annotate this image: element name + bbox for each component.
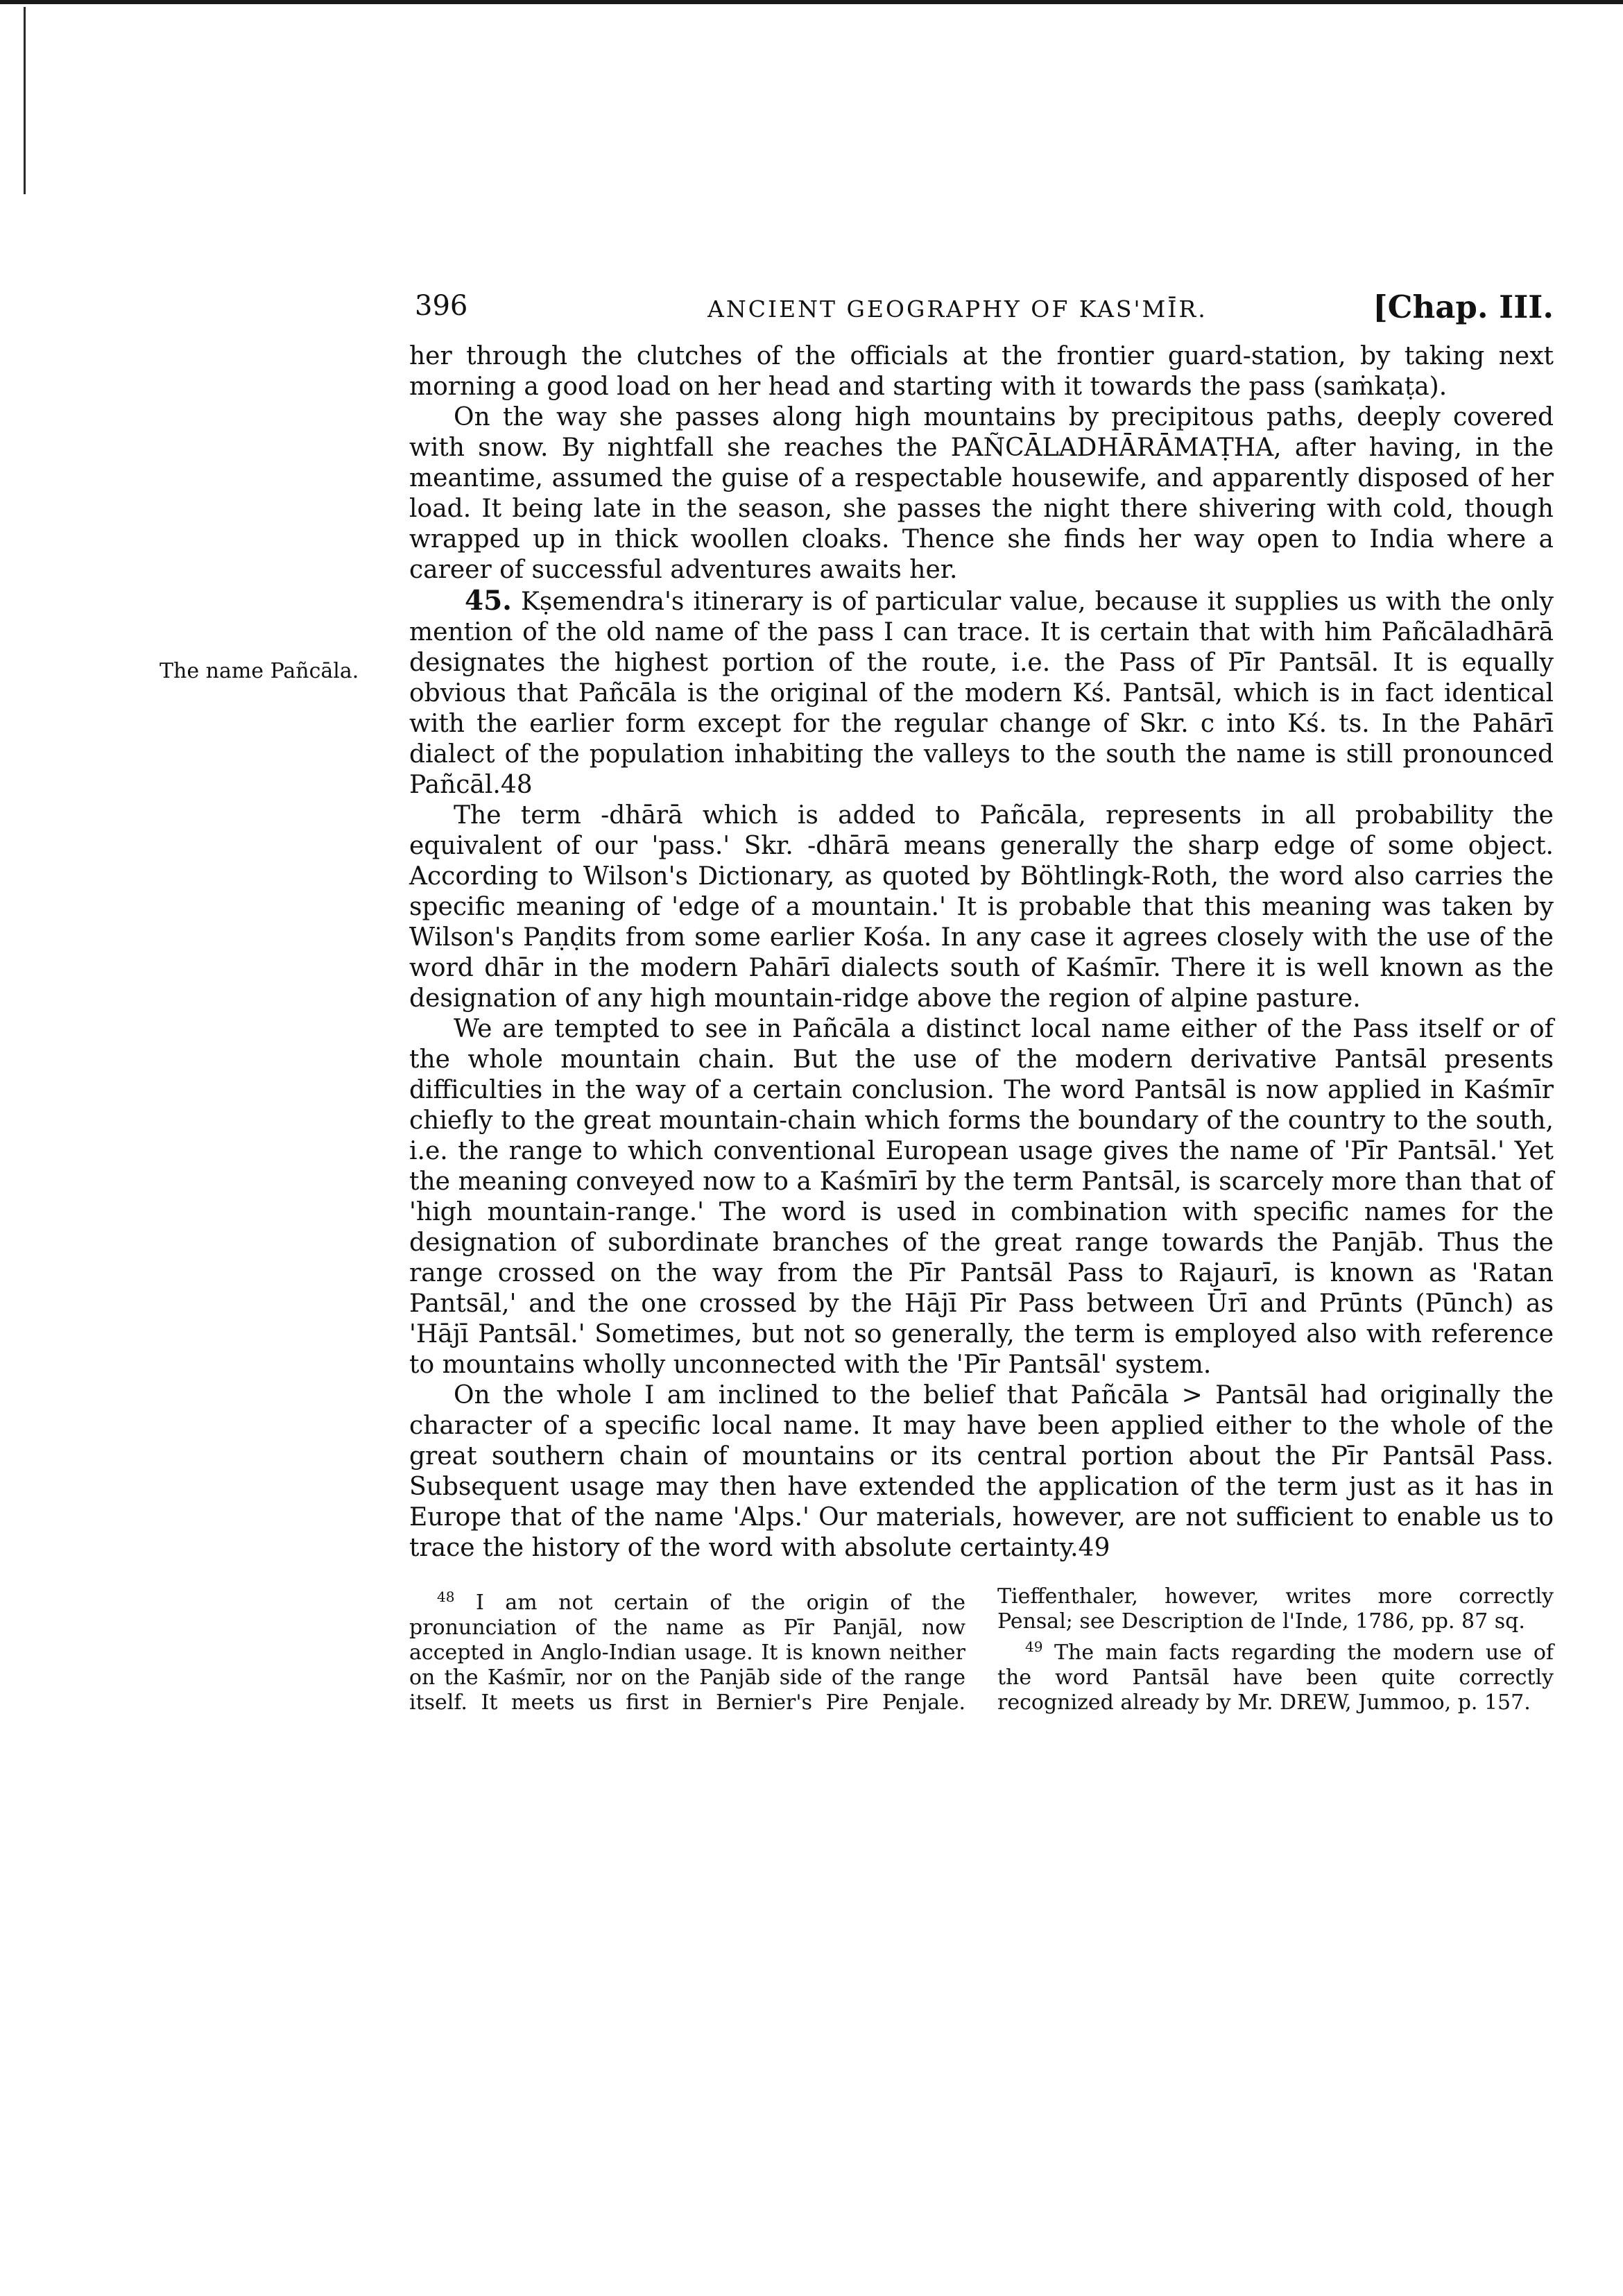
footnote-mark: 49 — [1025, 1638, 1043, 1655]
top-border — [0, 0, 1623, 4]
paragraph: We are tempted to see in Pañcāla a distinct local name either of the Pass itself or of the whole mountain chain. But the use of the modern derivative Pantsāl presents difficulties in the way of a certain conclusion. The word Pantsāl is now applied in Kaśmīr chiefly to the great mountain-chain which forms the boundary of the country to the south, i.e. the range to which conventional European usage gives the name of 'Pīr Pantsāl.' Yet the meaning conveyed now to a Kaśmīrī by the term Pantsāl, is scarcely more than that of 'high mountain-range.' The word is used in combination with specific names for the designation of subordinate branches of the great range towards the Panjāb. Thus the range crossed on the way from the Pīr Pantsāl Pass to Rajaurī, is known as 'Ratan Pantsāl,' and the one crossed by the Hājī Pīr Pass between Ūrī and Prūnts (Pūnch) as 'Hājī Pantsāl.' Sometimes, but not so generally, the term is employed also with reference to mountains wholly unconnected with the 'Pīr Pantsāl' system. — [409, 1015, 1554, 1379]
footnote-text: The main facts regarding the modern use of the word Pantsāl have been quite correctly recognized already by Mr. DREW, Jummoo, p. 157. — [997, 1640, 1554, 1715]
page-number: 396 — [415, 290, 468, 322]
paragraph: On the way she passes along high mountains by precipitous paths, deeply covered with snow. By nightfall she reaches the PAÑCĀLADHĀRĀMAṬHA, after having, in the meantime, assumed the guise of a respectable housewife, and apparently disposed of her load. It being late in the season, she passes the night there shivering with cold, though wrapped up in thick woollen cloaks. Thence she finds her way open to India where a career of successful adventures awaits her. — [409, 403, 1554, 584]
footnote-text: I am not certain of the origin of the pronunciation of the name as Pīr Panjāl, now accepted in Anglo-Indian usage. It is known neither on the Kaśmīr, nor on the Panjāb side of the range itself. It meets us first in Bernier's Pire Penjale. Tieffenthaler, however, writes more correctly Pensal; see Description de l'Inde, 1786, pp. 87 sq. — [409, 1584, 1554, 1715]
paragraph: The term -dhārā which is added to Pañcāla, represents in all probability the equivalent of our 'pass.' Skr. -dhārā means generally the sharp edge of some object. According to Wilson's Dictionary, as quoted by Böhtlingk-Roth, the word also carries the specific meaning of 'edge of a mountain.' It is probable that this meaning was taken by Wilson's Paṇḍits from some earlier Kośa. In any case it agrees closely with the use of the word dhār in the modern Pahārī dialects south of Kaśmīr. There it is well known as the designation of any high mountain-ridge above the region of alpine pasture. — [409, 801, 1554, 1013]
margin-note: The name Pañcāla. — [160, 659, 359, 683]
scan-margin-line — [24, 7, 26, 194]
paragraph-text: Kṣemendra's itinerary is of particular value, because it supplies us with the only mention of the old name of the pass I can trace. It is certain that with him Pañcāladhārā designates the highest portion of the route, i.e. the Pass of Pīr Pantsāl. It is equally obvious that Pañcāla is the original of the modern Kś. Pantsāl, which is in fact identical with the earlier form except for the regular change of Skr. c into Kś. ts. In the Pahārī dialect of the population inhabiting the valleys to the south the name is still pronounced Pañcāl.48 — [409, 588, 1554, 799]
running-header — [409, 284, 1554, 326]
footnote-mark: 48 — [437, 1588, 455, 1605]
section-number: 45. — [465, 585, 512, 617]
running-title: ANCIENT GEOGRAPHY OF KAS'MĪR. — [707, 295, 1208, 323]
page-content — [409, 284, 1554, 1715]
footnotes — [409, 1584, 1554, 1715]
footnote-49 — [997, 1634, 1554, 1715]
paragraph: On the whole I am inclined to the belief that Pañcāla > Pantsāl had originally the character of a specific local name. It may have been applied either to the whole of the great southern chain of mountains or its central portion about the Pīr Pantsāl Pass. Subsequent usage may then have extended the application of the term just as it has in Europe that of the name 'Alps.' Our materials, however, are not sufficient to enable us to trace the history of the word with absolute certainty.49 — [409, 1381, 1554, 1562]
paragraph-section-45 — [409, 585, 1554, 800]
paragraph: her through the clutches of the officials at the frontier guard-station, by taking next morning a good load on her head and starting with it towards the pass (saṁkaṭa). — [409, 342, 1554, 401]
body-text — [409, 341, 1554, 1563]
chapter-label: [Chap. III. — [1373, 289, 1554, 325]
